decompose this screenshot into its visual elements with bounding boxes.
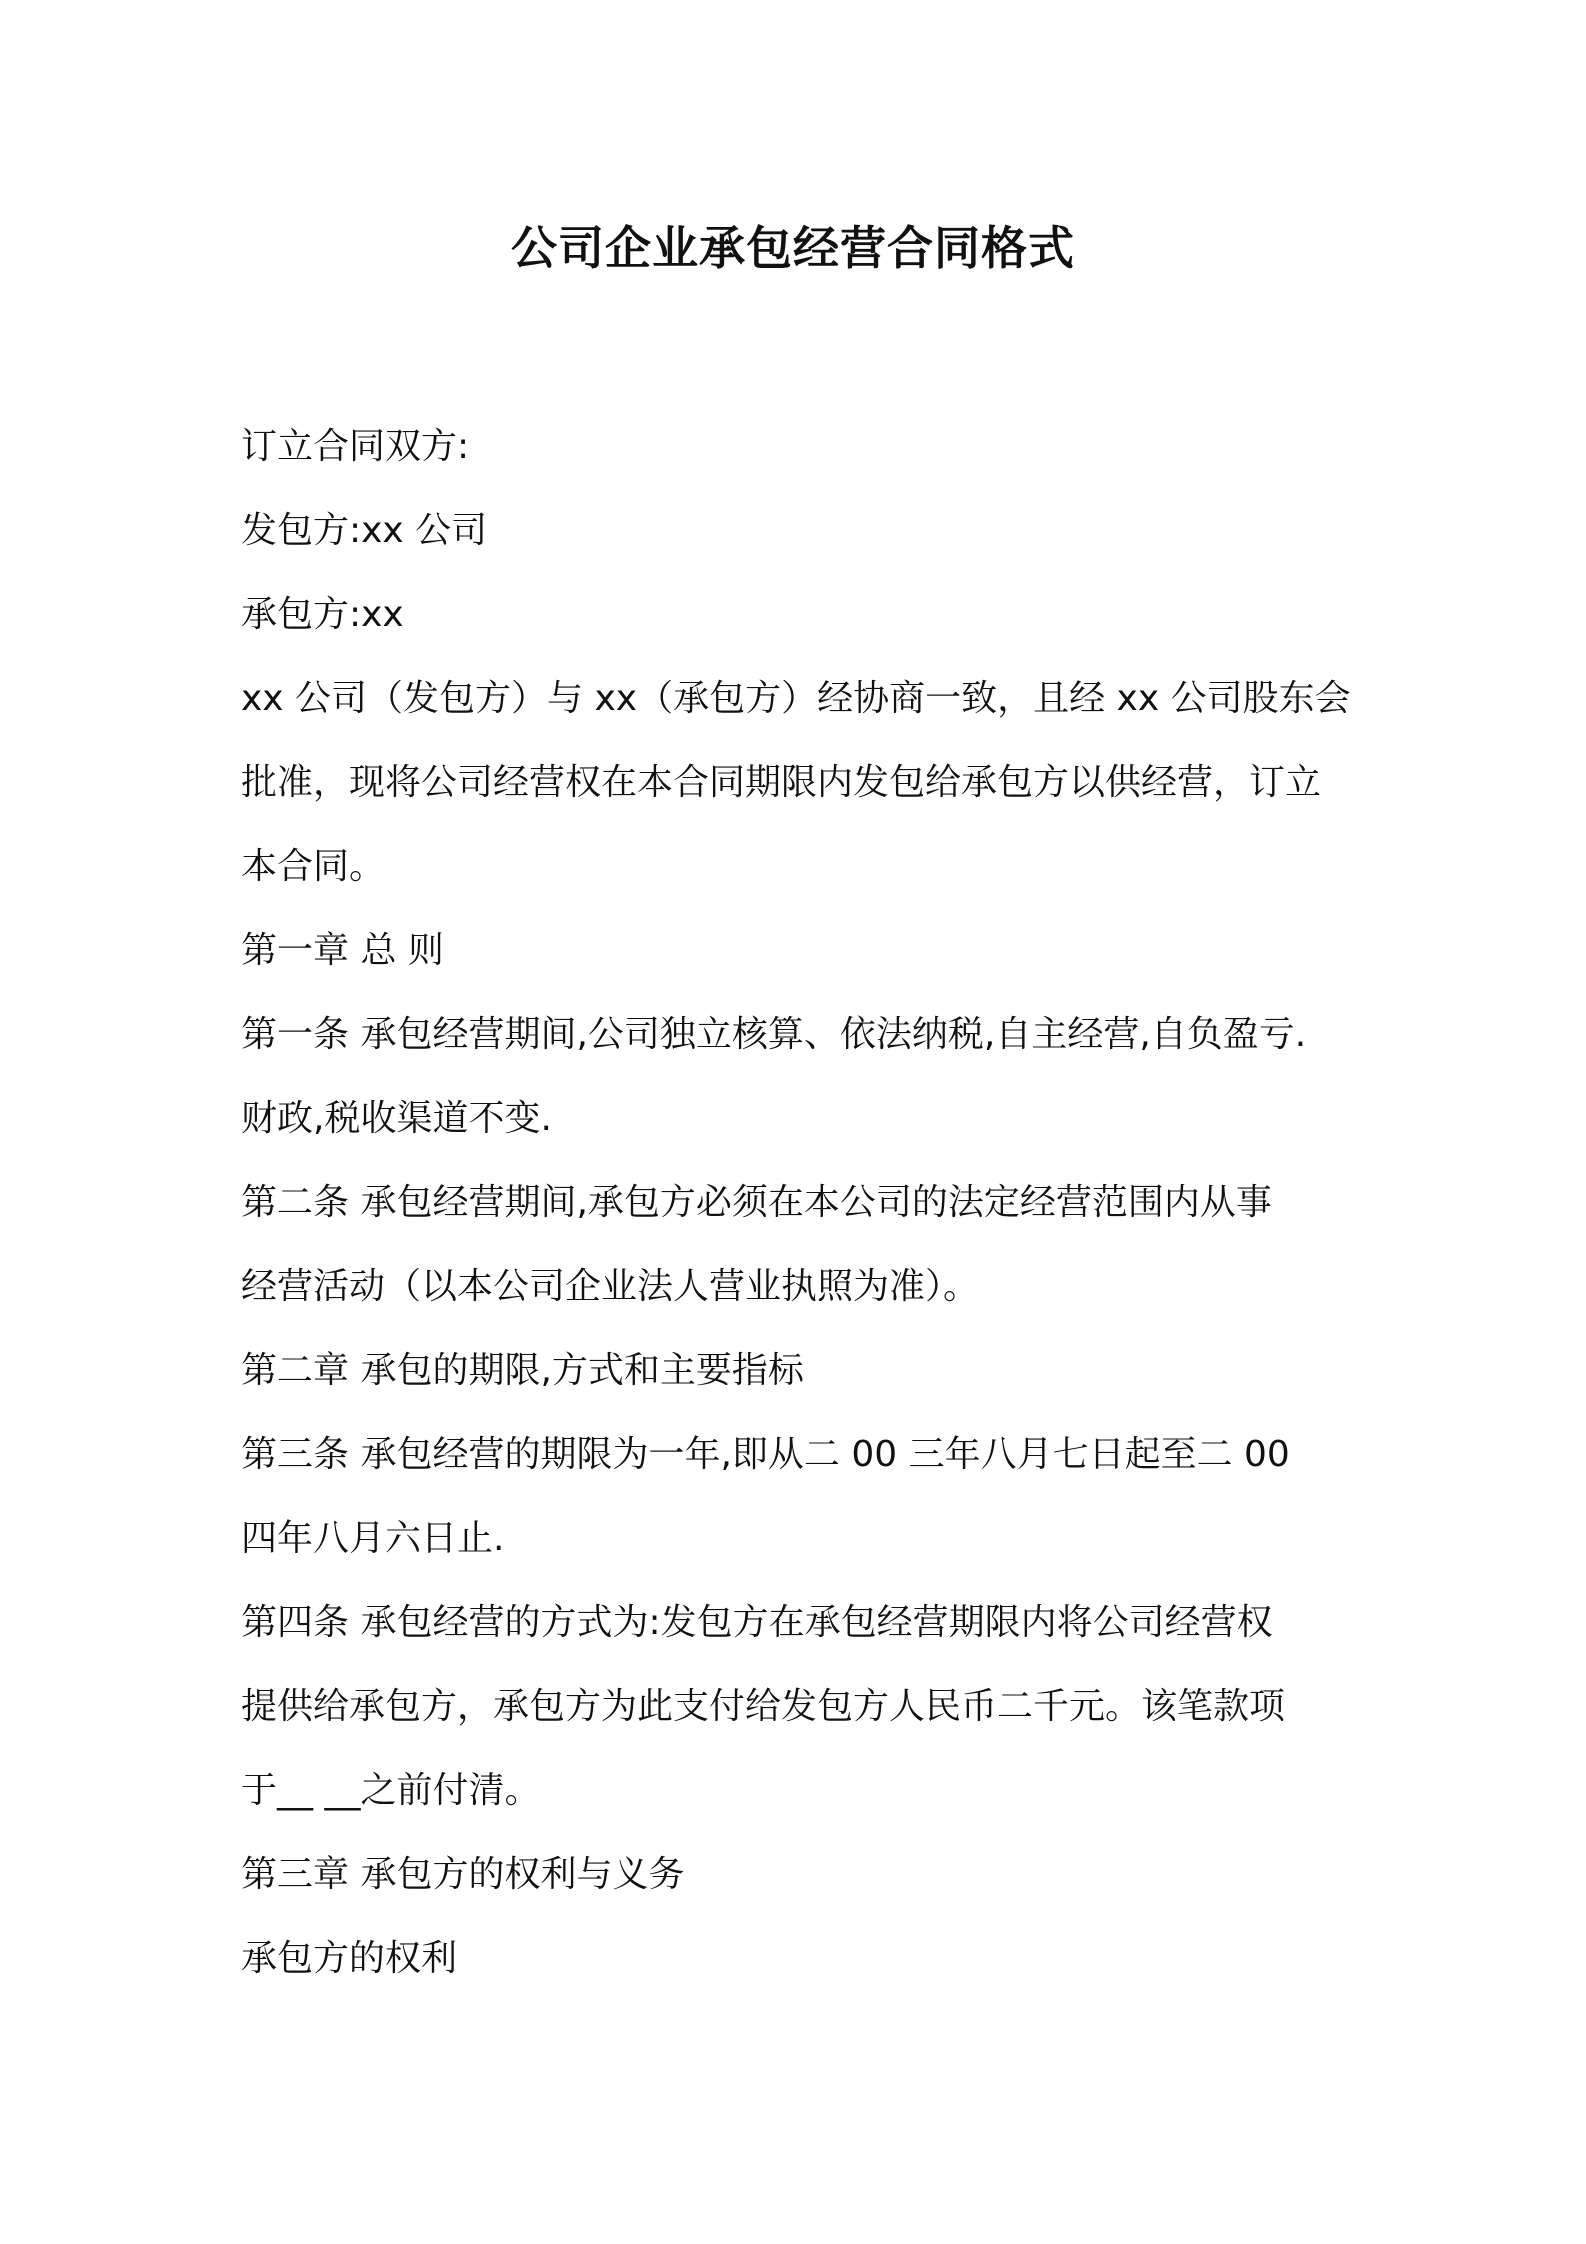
article-line: 第一条 承包经营期间,公司独立核算、依法纳税,自主经营,自负盈亏.: [241, 1014, 1307, 1055]
chapter-heading: 第一章 总 则: [241, 930, 444, 971]
contractor-issuer: 发包方:xx 公司: [241, 510, 488, 551]
article-line: 提供给承包方，承包方为此支付给发包方人民币二千元。该笔款项: [241, 1686, 1286, 1727]
chapter-heading: 第二章 承包的期限,方式和主要指标: [241, 1350, 804, 1391]
article-line: 经营活动（以本公司企业法人营业执照为准）。: [241, 1266, 980, 1307]
contractor-receiver: 承包方:xx: [241, 594, 404, 635]
chapter-heading: 第三章 承包方的权利与义务: [241, 1854, 685, 1895]
article-line: 于__ __之前付清。: [241, 1770, 541, 1811]
article-line: 财政,税收渠道不变.: [241, 1098, 552, 1139]
article-line: 第三条 承包经营的期限为一年,即从二 00 三年八月七日起至二 00: [241, 1434, 1290, 1475]
preamble-line: 批准，现将公司经营权在本合同期限内发包给承包方以供经营，订立: [241, 762, 1322, 803]
parties-heading: 订立合同双方:: [241, 426, 470, 467]
article-line: 第四条 承包经营的方式为:发包方在承包经营期限内将公司经营权: [241, 1602, 1273, 1643]
article-line: 四年八月六日止.: [241, 1518, 505, 1559]
preamble-line: 本合同。: [241, 846, 386, 887]
preamble-line: xx 公司（发包方）与 xx（承包方）经协商一致，且经 xx 公司股东会: [241, 678, 1351, 719]
article-line: 第二条 承包经营期间,承包方必须在本公司的法定经营范围内从事: [241, 1182, 1272, 1223]
section-heading: 承包方的权利: [241, 1938, 458, 1979]
document-body: [241, 405, 1361, 2001]
document-title: 公司企业承包经营合同格式: [511, 221, 1075, 275]
